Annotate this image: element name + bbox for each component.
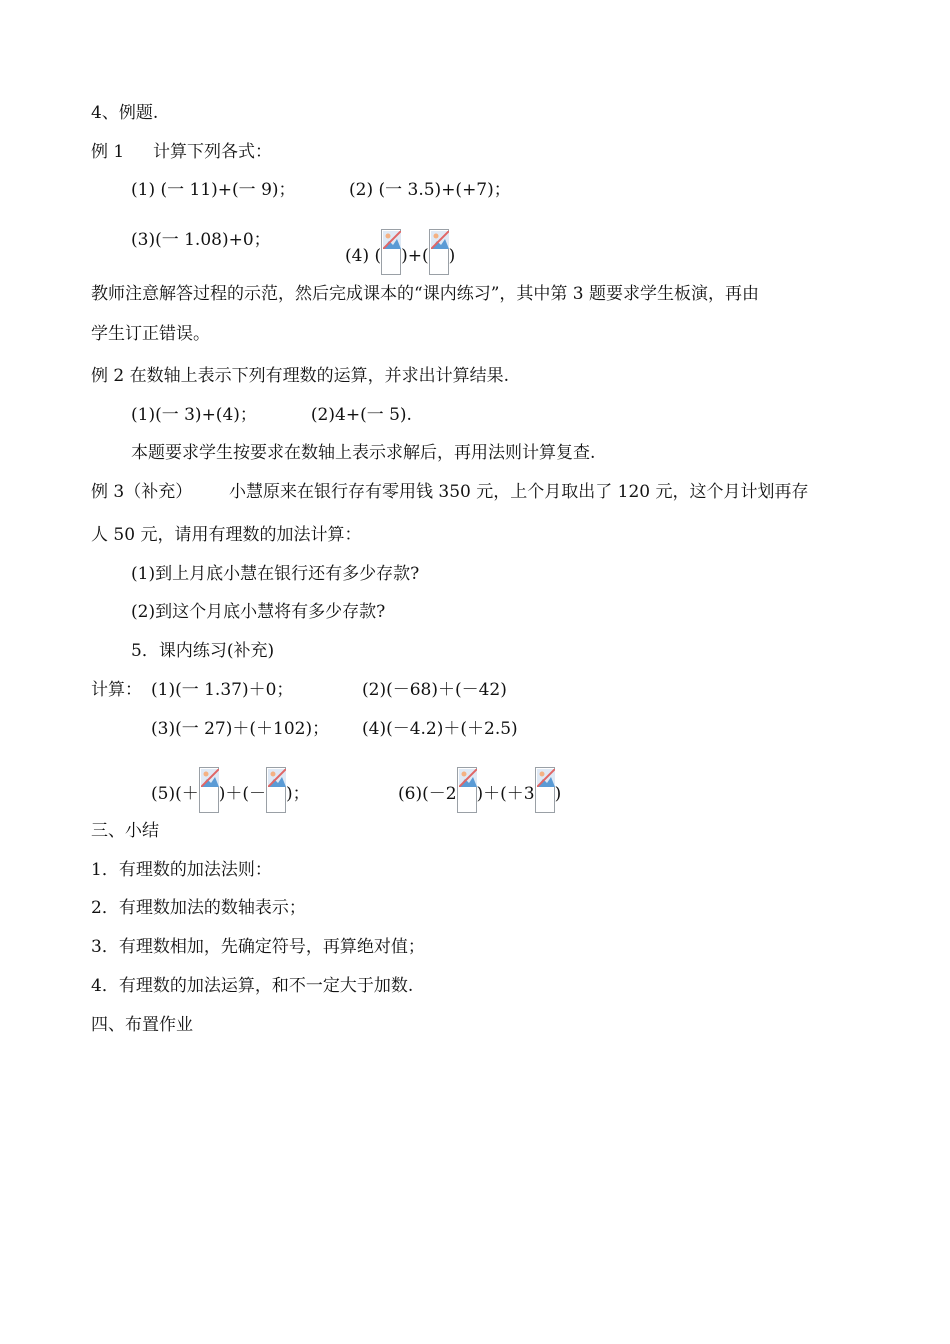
practice-problem-6 <box>398 767 561 813</box>
fraction-image-icon <box>381 229 401 275</box>
fraction-image-icon <box>457 767 477 813</box>
example-1-prompt: 计算下列各式： <box>153 142 272 162</box>
summary-item-2: 2．有理数加法的数轴表示； <box>91 898 306 918</box>
p5-close: )； <box>285 784 310 804</box>
practice-problem-5 <box>151 767 310 813</box>
example-3-text: 小慧原来在银行存有零用钱 350 元，上个月取出了 120 元，这个月计划再存 <box>229 482 809 502</box>
practice-label: 计算： <box>91 680 142 700</box>
section-4-title: 4、例题. <box>91 103 159 123</box>
ex1-p4-open: (4) ( <box>345 246 382 266</box>
ex1-problem-2: (2) (一 3.5)+(+7)； <box>349 180 511 200</box>
ex1-problem-1: (1) (一 11)+(一 9)； <box>131 180 296 200</box>
ex1-p4-close: ) <box>448 246 456 266</box>
example-2-title: 例 2 在数轴上表示下列有理数的运算，并求出计算结果. <box>91 366 510 386</box>
homework-title: 四、布置作业 <box>91 1015 193 1035</box>
p6-close: ) <box>554 784 562 804</box>
ex1-problem-3: (3)(一 1.08)+0； <box>131 230 271 250</box>
p6-mid: )＋(＋3 <box>476 784 535 804</box>
practice-title: 5．课内练习(补充) <box>131 641 275 661</box>
example-2-note: 本题要求学生按要求在数轴上表示求解后，再用法则计算复查. <box>131 443 596 463</box>
practice-problem-2: (2)(－68)＋(－42) <box>362 680 507 700</box>
teacher-note-line-1: 教师注意解答过程的示范，然后完成课本的“课内练习”，其中第 3 题要求学生板演，再由 <box>91 284 760 304</box>
practice-problem-1: (1)(一 1.37)＋0； <box>151 680 294 700</box>
example-1-label: 例 1 <box>91 142 125 162</box>
p6-open: (6)(－2 <box>398 784 457 804</box>
example-2-items: (1)(一 3)+(4)； (2)4+(一 5). <box>131 405 412 425</box>
fraction-image-icon <box>199 767 219 813</box>
ex1-problem-4 <box>345 229 455 275</box>
p5-open: (5)(＋ <box>151 784 199 804</box>
example-3-question-2: (2)到这个月底小慧将有多少存款? <box>131 602 386 622</box>
summary-item-4: 4．有理数的加法运算，和不一定大于加数. <box>91 976 414 996</box>
teacher-note-line-2: 学生订正错误。 <box>91 324 210 344</box>
summary-item-1: 1．有理数的加法法则： <box>91 860 272 880</box>
summary-title: 三、小结 <box>91 821 159 841</box>
summary-item-3: 3．有理数相加，先确定符号，再算绝对值； <box>91 937 425 957</box>
practice-problem-3: (3)(一 27)＋(＋102)； <box>151 719 330 739</box>
fraction-image-icon <box>266 767 286 813</box>
fraction-image-icon <box>429 229 449 275</box>
ex1-p4-mid: )+( <box>401 246 429 266</box>
example-3-line-2: 人 50 元，请用有理数的加法计算： <box>91 525 362 545</box>
practice-problem-4: (4)(－4.2)＋(＋2.5) <box>362 719 518 739</box>
example-3-label: 例 3（补充） <box>91 482 193 502</box>
fraction-image-icon <box>535 767 555 813</box>
p5-mid: )＋(－ <box>218 784 266 804</box>
example-3-question-1: (1)到上月底小慧在银行还有多少存款? <box>131 564 420 584</box>
